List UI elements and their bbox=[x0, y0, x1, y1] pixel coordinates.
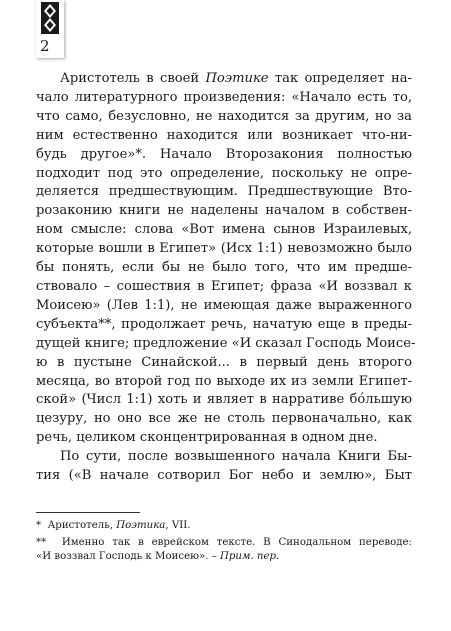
text-line: цезуру, но оно все же не столь первоначально, как bbox=[36, 411, 412, 427]
page-number-tab bbox=[36, 0, 64, 58]
body-text bbox=[36, 70, 416, 486]
work-title: Поэтике bbox=[205, 71, 269, 86]
text-line: ю в пустыне Синайской... в первый день второго bbox=[36, 354, 412, 370]
ornament-icon bbox=[41, 2, 59, 34]
footnotes bbox=[36, 519, 412, 567]
text-line: которые вошли в Египет» (Исх 1:1) невозможно было bbox=[36, 241, 412, 257]
text-line: речь, целиком сконцентрированная в одном дне. bbox=[36, 430, 378, 446]
page-number: 2 bbox=[40, 37, 50, 55]
work-title: Поэтика bbox=[116, 520, 166, 531]
translator-note: Прим. пер. bbox=[220, 551, 280, 562]
footnote-line: * Аристотель, Поэтика, VII. bbox=[36, 520, 191, 531]
text-line: что само, безусловно, не находится за другим, но за bbox=[36, 108, 412, 124]
text-line: розаконию книги не наделены началом в собствен- bbox=[36, 203, 412, 219]
text-line: Моисею» (Лев 1:1), не имеющая даже выраженного bbox=[36, 297, 412, 313]
text-line: ном смысле: слова «Вот имена сынов Израилевых, bbox=[36, 222, 412, 238]
paragraph bbox=[36, 448, 412, 486]
text-line: месяца, во второй год по выходе их из земли Египет- bbox=[36, 373, 412, 389]
footnote bbox=[36, 536, 412, 564]
text-line: тия («В начале сотворил Бог небо и землю», Быт bbox=[36, 468, 412, 484]
paragraph bbox=[36, 70, 416, 448]
text-line: По сути, после возвышенного начала Книги Бы- bbox=[60, 449, 412, 465]
text-line: ним естественно находится или возникает что-ни- bbox=[36, 127, 412, 143]
footnote-line: «И воззвал Господь к Моисею». – Прим. пер. bbox=[36, 551, 280, 562]
footnote bbox=[36, 519, 412, 533]
text-line: ствовало – сошествия в Египет; фраза «И воззвал к bbox=[36, 278, 412, 294]
text-line: деляется предшествующим. Предшествующие Вто- bbox=[36, 184, 412, 200]
text-line: дущей книге; предложение «И сказал Господь Моисе- bbox=[36, 335, 416, 351]
footnote-mark: ** bbox=[36, 537, 47, 548]
footnote-mark: * bbox=[36, 520, 42, 531]
text-line: чало литературного произведения: «Начало есть то, bbox=[36, 89, 412, 105]
text-line: Аристотель в своей Поэтике так определяет на- bbox=[60, 71, 412, 86]
text-line: ской» (Числ 1:1) хоть и являет в нарративе бóльшую bbox=[36, 392, 412, 408]
text-line: субъекта**, продолжает речь, начатую еще в преды- bbox=[36, 316, 412, 332]
text-line: бы понять, если бы не было того, что им предше- bbox=[36, 260, 412, 276]
footnote-divider bbox=[36, 512, 140, 513]
text-line: подходит под это определение, поскольку не опре- bbox=[36, 165, 412, 181]
text-line: будь другое»*. Начало Второзакония полностью bbox=[36, 146, 412, 162]
footnote-line: ** Именно так в еврейском тексте. В Синодальном переводе: bbox=[36, 537, 412, 548]
